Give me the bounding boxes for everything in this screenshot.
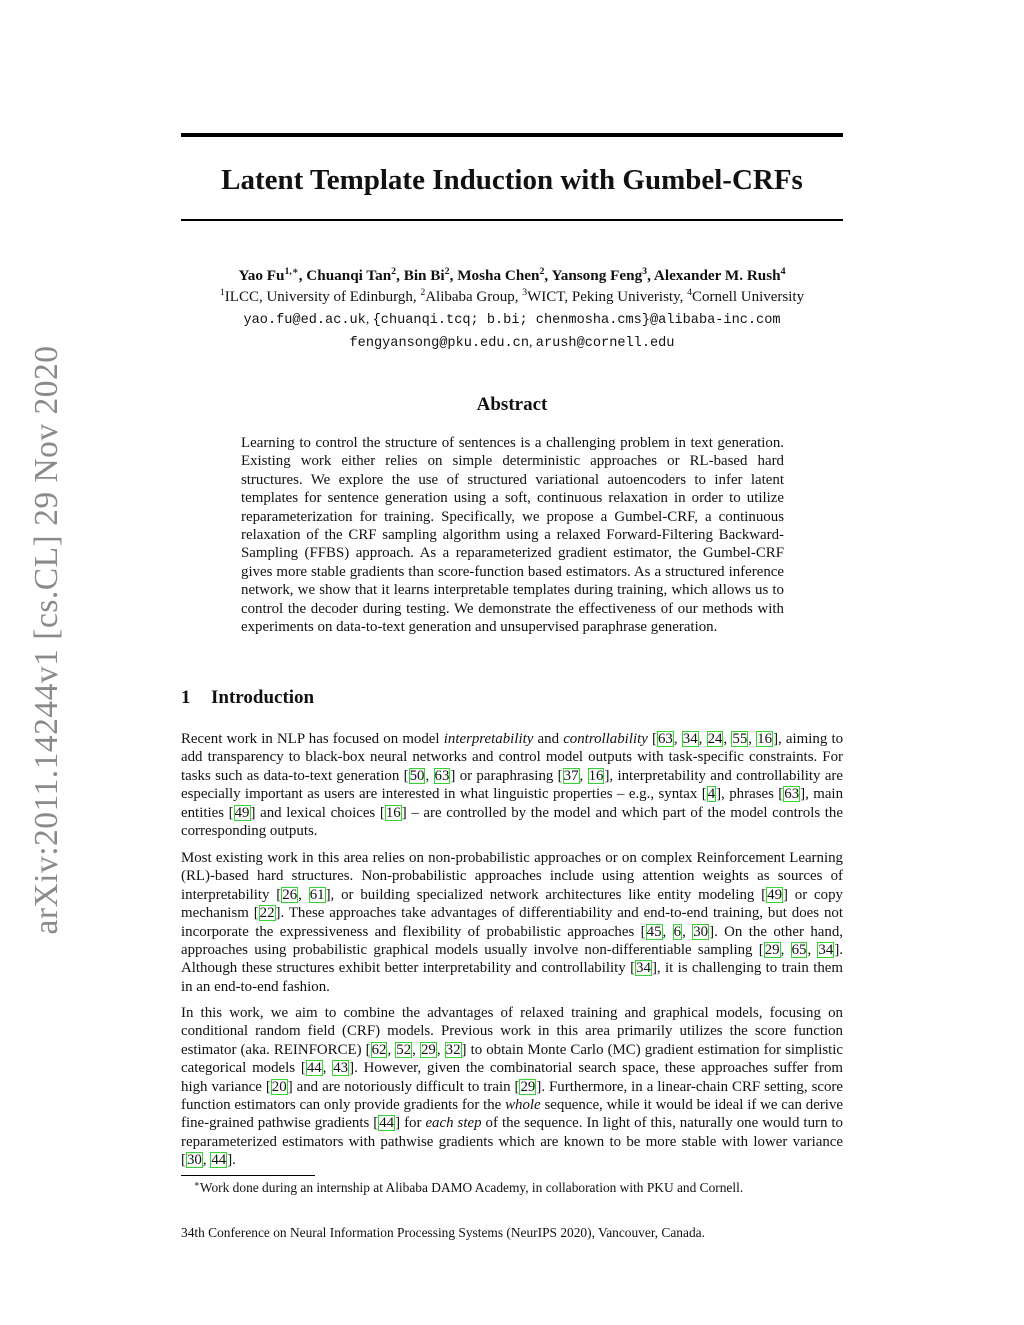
email-address[interactable]: yao.fu@ed.ac.uk xyxy=(243,313,366,328)
citation-link[interactable]: 32 xyxy=(445,1041,461,1058)
author-affiliation-mark: 2 xyxy=(391,265,397,277)
citation-link[interactable]: 65 xyxy=(791,942,807,959)
citation-link[interactable]: 50 xyxy=(409,767,425,784)
citation-link[interactable]: 26 xyxy=(282,886,298,903)
arxiv-identifier-stamp: arXiv:2011.14244v1 [cs.CL] 29 Nov 2020 xyxy=(28,345,65,935)
citation-link[interactable]: 63 xyxy=(784,786,800,803)
paper-title: Latent Template Induction with Gumbel-CRFs xyxy=(221,164,803,196)
affiliation-mark: 4 xyxy=(687,287,692,298)
affiliation-mark: 1 xyxy=(219,287,225,298)
author-list: Yao $Fu^{1,∗}$, Chuanqi Tan$^2$, Bin Bi$^2$, Mosha Chen$^2$, Yansong Feng$^3$, Alexander M. Rush$^4$ xyxy=(238,265,786,284)
author-affiliation-mark: 4 xyxy=(780,265,786,277)
footnote xyxy=(194,1179,843,1197)
abstract-heading: Abstract xyxy=(476,394,548,415)
author-name: Chuanqi Tan xyxy=(306,267,392,284)
citation-link[interactable]: 43 xyxy=(333,1060,349,1077)
affiliation-mark: 2 xyxy=(420,287,426,298)
affiliation-name: Alibaba Group, xyxy=(425,289,523,305)
conference-notice: 34th Conference on Neural Information Processing Systems (NeurIPS 2020), Vancouver, Canada. xyxy=(181,1225,705,1240)
emphasis-text: whole xyxy=(505,1097,541,1114)
author-emails xyxy=(181,308,843,354)
author-name: Yao Fu xyxy=(238,267,285,284)
intro-paragraph-1: Recent work in NLP has focused on model interpretability and controllability [63, 34, 24, 55, 16], aiming to add transparency to black-box neural networks and control model outputs with task-specific constraints. For tasks such as data-to-text generation [50, 63] or paraphrasing [37, 16], interpretability and controllability are especially important as users are interested in what linguistic properties – e.g., syntax [4], phrases [63], main entities [49] and lexical choices [16] – are controlled by the model and which part of the model controls the corresponding outputs. xyxy=(181,731,844,840)
citation-link[interactable]: 30 xyxy=(693,923,709,940)
citation-link[interactable]: 24 xyxy=(707,731,723,747)
author-affiliation-mark: 2 xyxy=(444,265,450,277)
intro-paragraph-2: Most existing work in this area relies on non-probabilistic approaches or on complex Reinforcement Learning (RL)-based hard structures. Non-probabilistic approaches include using attention weights as sources of interpretability [26, 61], or building specialized network architectures like entity modeling [49] or copy mechanism [22]. These approaches take advantages of differentiability and end-to-end training, but does not incorporate the expressiveness and flexibility of probabilistic approaches [45, 6, 30]. On the other hand, approaches using probabilistic graphical models usually involve non-differentiable sampling [29, 65, 34]. Although these structures exhibit better interpretability and controllability [34], it is challenging to train them in an end-to-end fashion. xyxy=(181,850,844,995)
email-address[interactable]: {chuanqi.tcq; b.bi; chenmosha.cms}@alibaba-inc.com xyxy=(372,313,781,328)
footnote-mark: ∗ xyxy=(194,1178,200,1189)
citation-link[interactable]: 29 xyxy=(420,1041,436,1058)
author-name: Alexander M. Rush xyxy=(653,267,781,284)
citation-link[interactable]: 37 xyxy=(563,767,579,784)
abstract-text: Learning to control the structure of sentences is a challenging problem in text generation. Existing work either relies on simple deterministic approaches or RL-based hard structures. We explore the use of structured variational autoencoders to infer latent templates for sentence generation using a soft, continuous relaxation in order to utilize reparameterization for training. Specifically, we propose a Gumbel-CRF, a continuous relaxation of the CRF sampling algorithm using a relaxed Forward-Filtering Backward-Sampling (FFBS) approach. As a reparameterized gradient estimator, the Gumbel-CRF gives more stable gradients than score-function based estimators. As a structured inference network, we show that it learns interpretable templates during training, which allows us to control the decoder during testing. We demonstrate the effectiveness of our methods with experiments on data-to-text generation and unsupervised paraphrase generation. xyxy=(241,435,784,636)
emphasis-text: controllability xyxy=(563,731,648,747)
section-number: 1 xyxy=(181,687,191,708)
citation-link[interactable]: 34 xyxy=(682,731,698,747)
section-heading-introduction xyxy=(181,685,843,711)
author-affiliation-mark: 3 xyxy=(642,265,648,277)
email-line: fengyansong@pku.edu.cn, arush@cornell.edu xyxy=(349,334,675,351)
intro-paragraph-3: In this work, we aim to combine the advantages of relaxed training and graphical models, focusing on conditional random field (CRF) models. Previous work in this area primarily utilizes the score function estimator (aka. REINFORCE) [62, 52, 29, 32] to obtain Monte Carlo (MC) gradient estimation for simplistic categorical models [44, 43]. However, given the combinatorial search space, these approaches suffer from high variance [20] and are notoriously difficult to train [29]. Furthermore, in a linear-chain CRF setting, score function estimators can only provide gradients for the whole sequence, while it would be ideal if we can derive fine-grained pathwise gradients [44] for each step of the sequence. In light of this, naturally one would turn to reparameterized estimators with pathwise gradients which are known to be more stable with lower variance [30, 44]. xyxy=(181,1005,844,1169)
citation-link[interactable]: 62 xyxy=(371,1041,387,1058)
email-address[interactable]: arush@cornell.edu xyxy=(535,336,675,351)
citation-link[interactable]: 30 xyxy=(186,1152,202,1169)
email-line: yao.fu@ed.ac.uk, {chuanqi.tcq; b.bi; chenmosha.cms}@alibaba-inc.com xyxy=(243,311,781,328)
citation-link[interactable]: 63 xyxy=(657,731,673,747)
affiliation-mark: 3 xyxy=(522,287,528,298)
citation-link[interactable]: 29 xyxy=(764,942,780,959)
citation-link[interactable]: 22 xyxy=(259,905,275,922)
citation-link[interactable]: 61 xyxy=(309,886,325,903)
section-title: Introduction xyxy=(211,687,315,708)
citation-link[interactable]: 44 xyxy=(306,1060,322,1077)
citation-link[interactable]: 45 xyxy=(646,923,662,940)
author-affiliation-mark: 1,∗ xyxy=(284,265,299,277)
citation-link[interactable]: 34 xyxy=(636,960,651,977)
citation-link[interactable]: 6 xyxy=(673,923,682,940)
citation-link[interactable]: 44 xyxy=(379,1115,395,1132)
affiliation-name: WICT, Peking Univeristy, xyxy=(527,289,688,305)
citation-link[interactable]: 16 xyxy=(757,731,773,747)
citation-link[interactable]: 52 xyxy=(396,1041,412,1058)
affiliation-name: Cornell University xyxy=(692,289,805,305)
citation-link[interactable]: 20 xyxy=(271,1078,287,1095)
author-name: Mosha Chen xyxy=(457,267,540,284)
citation-link[interactable]: 16 xyxy=(385,804,401,821)
affiliation-list xyxy=(181,287,843,307)
citation-link[interactable]: 4 xyxy=(707,786,716,803)
citation-link[interactable]: 55 xyxy=(732,731,748,747)
footnote-text: Work done during an internship at Alibaba DAMO Academy, in collaboration with PKU and Cornell. xyxy=(199,1180,744,1195)
author-affiliation-mark: 2 xyxy=(539,265,545,277)
citation-link[interactable]: 63 xyxy=(434,767,450,784)
citation-link[interactable]: 16 xyxy=(588,767,604,784)
citation-link[interactable]: 49 xyxy=(767,886,783,903)
author-name: Bin Bi xyxy=(403,267,445,284)
email-address[interactable]: fengyansong@pku.edu.cn xyxy=(349,336,529,351)
citation-link[interactable]: 49 xyxy=(234,804,250,821)
citation-link[interactable]: 29 xyxy=(520,1078,536,1095)
citation-link[interactable]: 34 xyxy=(818,942,834,959)
author-name: Yansong Feng xyxy=(551,267,643,284)
title-top-rule xyxy=(181,133,843,137)
emphasis-text: interpretability xyxy=(443,731,534,747)
affiliation-name: ILCC, University of Edinburgh, xyxy=(224,289,421,305)
footnote-rule xyxy=(181,1175,315,1176)
title-bottom-rule xyxy=(181,219,843,221)
citation-link[interactable]: 44 xyxy=(211,1152,227,1169)
emphasis-text: each step xyxy=(425,1115,482,1132)
